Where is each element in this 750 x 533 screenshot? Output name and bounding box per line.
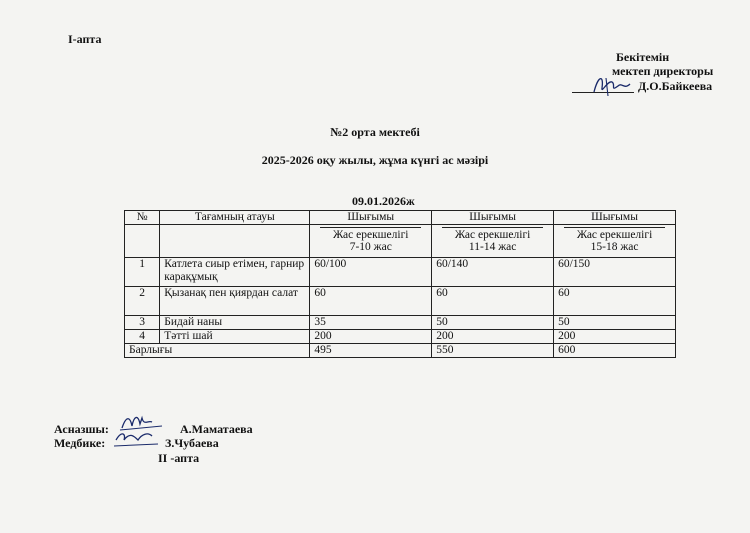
output-value: 200 — [310, 330, 432, 344]
age-group-1: Жас ерекшелігі 7-10 жас — [310, 225, 432, 258]
director-signature — [588, 72, 638, 98]
output-value: 60 — [554, 287, 676, 316]
row-number: 2 — [125, 287, 160, 316]
approval-position: мектеп директоры — [612, 64, 714, 78]
row-number: 4 — [125, 330, 160, 344]
header-output-3: Шығымы — [554, 211, 676, 225]
menu-table — [124, 210, 676, 358]
age-group-3: Жас ерекшелігі 15-18 жас — [554, 225, 676, 258]
table-age-row — [125, 225, 676, 258]
output-value: 50 — [432, 316, 554, 330]
header-output-2: Шығымы — [432, 211, 554, 225]
table-header-row — [125, 211, 676, 225]
total-label: Барлығы — [125, 344, 310, 358]
row-number: 1 — [125, 258, 160, 287]
age-row-empty-no — [125, 225, 160, 258]
menu-title: 2025-2026 оқу жылы, жұма күнгі ас мәзірі — [261, 153, 489, 167]
age-row-empty-name — [160, 225, 310, 258]
table-row — [125, 258, 676, 287]
nurse-label: Медбике: — [54, 436, 106, 450]
output-value: 200 — [432, 330, 554, 344]
row-number: 3 — [125, 316, 160, 330]
output-value: 50 — [554, 316, 676, 330]
school-name: №2 орта мектебі — [330, 125, 420, 139]
output-value: 60/140 — [432, 258, 554, 287]
table-row — [125, 330, 676, 344]
nurse-signature — [112, 428, 162, 450]
cook-name: А.Маматаева — [180, 422, 253, 436]
table-row — [125, 287, 676, 316]
output-value: 35 — [310, 316, 432, 330]
output-value: 60 — [432, 287, 554, 316]
output-value: 60/150 — [554, 258, 676, 287]
total-value: 550 — [432, 344, 554, 358]
menu-date: 09.01.2026ж — [352, 194, 415, 208]
total-value: 495 — [310, 344, 432, 358]
header-no: № — [125, 211, 160, 225]
header-dish-name: Тағамның атауы — [160, 211, 310, 225]
week-label-top: І-апта — [68, 32, 102, 46]
total-value: 600 — [554, 344, 676, 358]
dish-name: Бидай наны — [160, 316, 310, 330]
output-value: 60 — [310, 287, 432, 316]
dish-name: Катлета сиыр етімен, гарнир карақұмық — [160, 258, 310, 287]
approval-director-name: Д.О.Байкеева — [638, 79, 713, 93]
table-row — [125, 316, 676, 330]
header-output-1: Шығымы — [310, 211, 432, 225]
approval-title: Бекітемін — [616, 50, 670, 64]
week-label-bottom: ІІ -апта — [158, 451, 200, 465]
nurse-name: З.Чубаева — [165, 436, 219, 450]
output-value: 60/100 — [310, 258, 432, 287]
age-group-2: Жас ерекшелігі 11-14 жас — [432, 225, 554, 258]
dish-name: Тәтті шай — [160, 330, 310, 344]
output-value: 200 — [554, 330, 676, 344]
cook-label: Асназшы: — [54, 422, 109, 436]
table-total-row — [125, 344, 676, 358]
dish-name: Қызанақ пен қиярдан салат — [160, 287, 310, 316]
